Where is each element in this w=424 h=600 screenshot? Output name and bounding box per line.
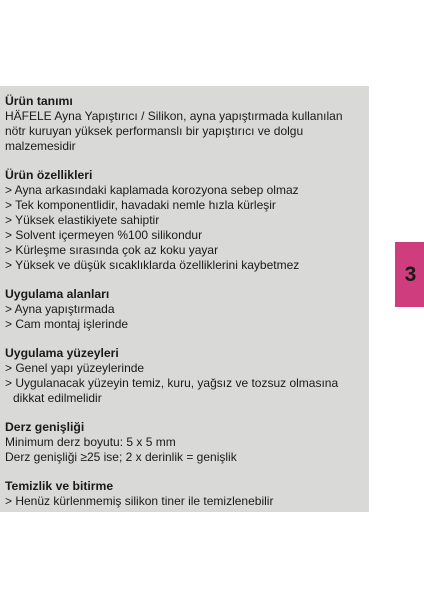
list-item: > Tek komponentlidir, havadaki nemle hızla kürleşir bbox=[5, 198, 276, 212]
list-item: > Uygulanacak yüzeyin temiz, kuru, yağsız ve tozsuz olmasına bbox=[5, 376, 339, 390]
section-urun-ozellikleri bbox=[5, 168, 369, 273]
text-line: Minimum derz boyutu: 5 x 5 mm bbox=[5, 435, 176, 449]
text-line: HÄFELE Ayna Yapıştırıcı / Silikon, ayna yapıştırmada kullanılan bbox=[5, 109, 343, 123]
section-title: Ürün özellikleri bbox=[5, 168, 93, 182]
list-item: > Cam montaj işlerinde bbox=[5, 317, 129, 331]
section-title: Uygulama alanları bbox=[5, 287, 110, 301]
section-uygulama-yuzeyleri bbox=[5, 346, 369, 406]
product-info-panel bbox=[0, 86, 369, 512]
text-line: nötr kuruyan yüksek performanslı bir yapıştırıcı ve dolgu bbox=[5, 124, 304, 138]
list-item: > Ayna arkasındaki kaplamada korozyona sebep olmaz bbox=[5, 183, 299, 197]
chapter-tab: 3 bbox=[395, 242, 424, 307]
section-title: Temizlik ve bitirme bbox=[5, 479, 114, 493]
list-item: > Genel yapı yüzeylerinde bbox=[5, 361, 145, 375]
section-derz-genisligi bbox=[5, 420, 369, 465]
list-item: > Yüksek ve düşük sıcaklıklarda özelliklerini kaybetmez bbox=[5, 258, 300, 272]
list-item-continuation: dikkat edilmelidir bbox=[13, 391, 102, 405]
list-item: > Ayna yapıştırmada bbox=[5, 302, 115, 316]
text-line: malzemesidir bbox=[5, 139, 76, 153]
section-uygulama-alanlari bbox=[5, 287, 369, 332]
list-item: > Kürleşme sırasında çok az koku yayar bbox=[5, 243, 219, 257]
list-item: > Yüksek elastikiyete sahiptir bbox=[5, 213, 160, 227]
section-temizlik bbox=[5, 479, 369, 509]
section-urun-tanimi bbox=[5, 94, 369, 154]
section-title: Derz genişliği bbox=[5, 420, 85, 434]
section-title: Ürün tanımı bbox=[5, 94, 73, 108]
list-item: > Henüz kürlenmemiş silikon tiner ile temizlenebilir bbox=[5, 494, 274, 508]
section-title: Uygulama yüzeyleri bbox=[5, 346, 119, 360]
list-item: > Solvent içermeyen %100 silikondur bbox=[5, 228, 203, 242]
text-line: Derz genişliği ≥25 ise; 2 x derinlik = genişlik bbox=[5, 450, 237, 464]
